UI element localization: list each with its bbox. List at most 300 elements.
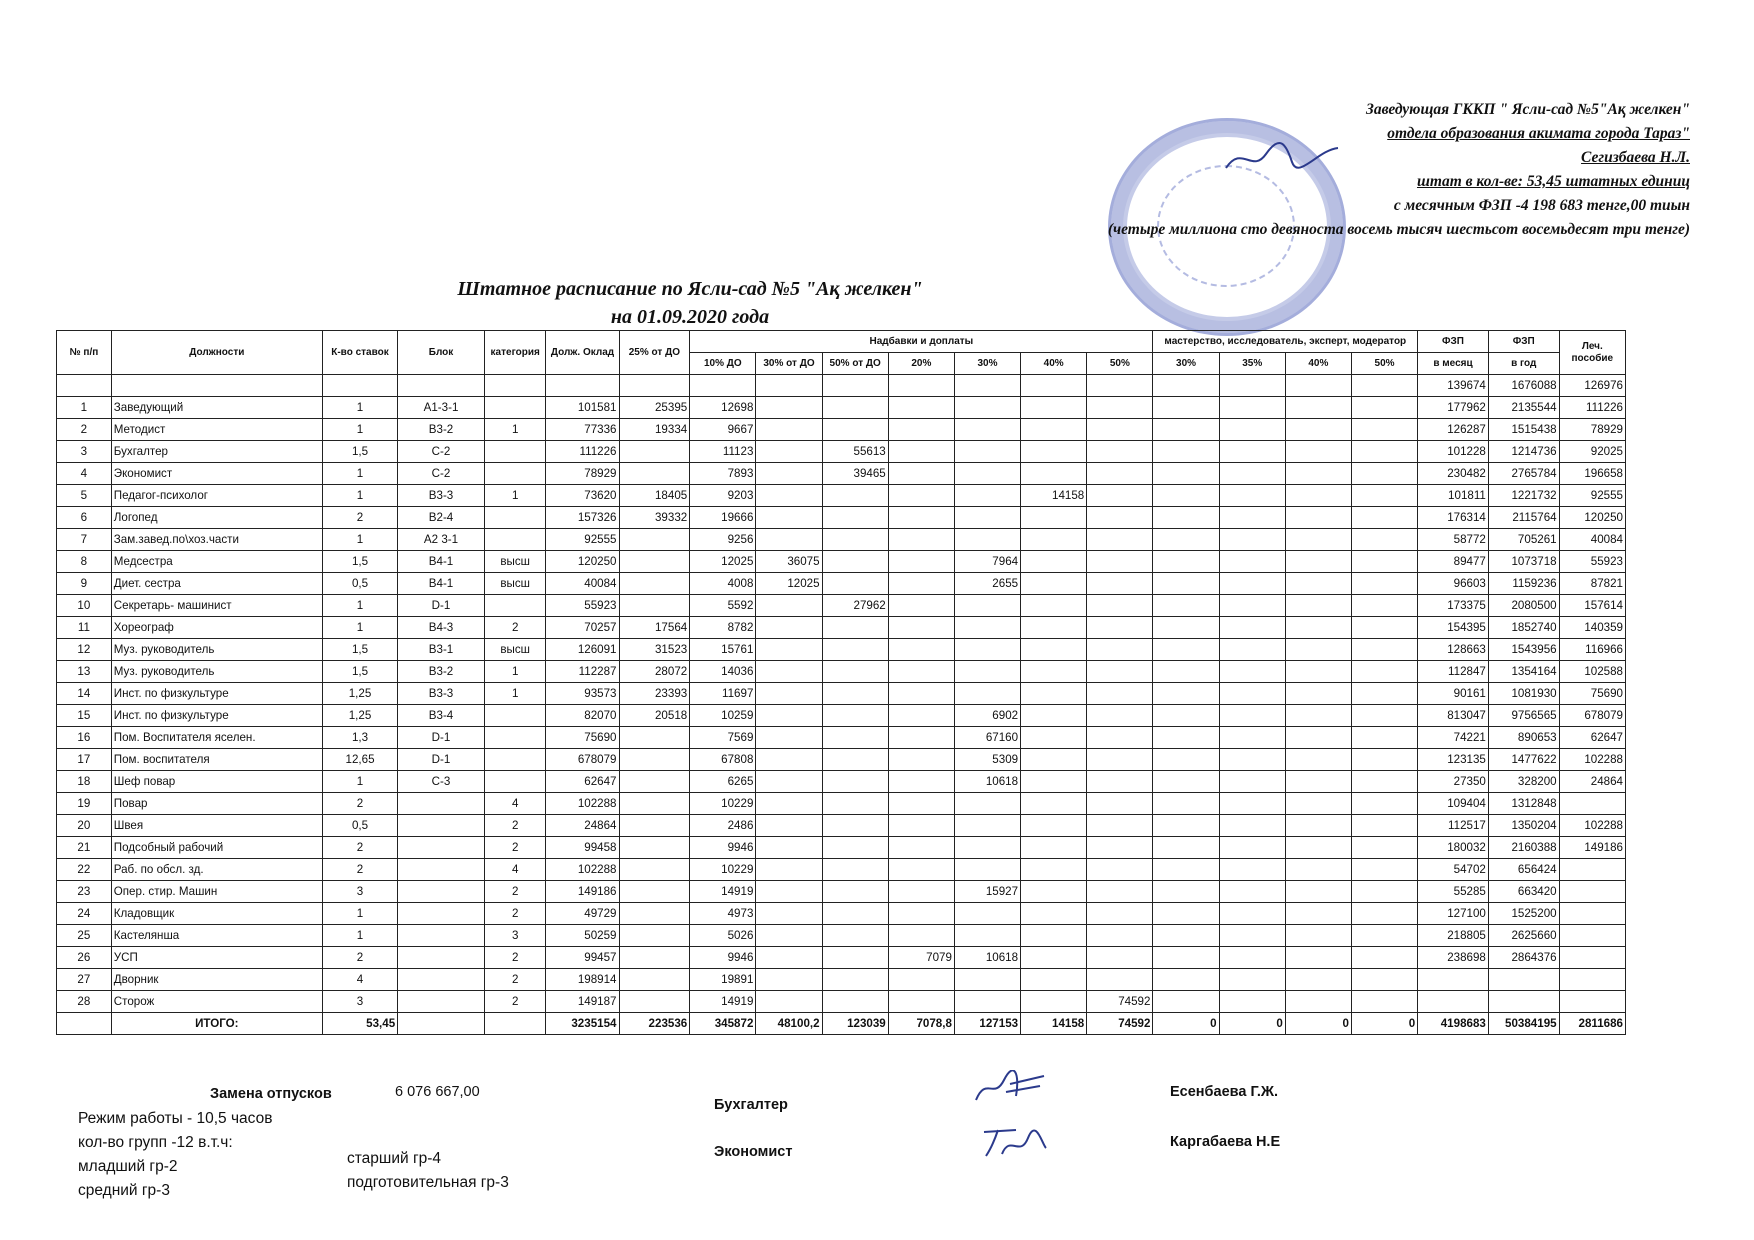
allow-40-cell: [1021, 639, 1087, 661]
mastery-30-cell: [1153, 639, 1219, 661]
allow-20-cell: 7079: [888, 947, 954, 969]
allow-10-cell: 4973: [690, 903, 756, 925]
rate-cell: 2: [322, 837, 397, 859]
allow-30-cell: [954, 925, 1020, 947]
col-header-m35: 35%: [1219, 353, 1285, 375]
mastery-50-cell: [1351, 573, 1417, 595]
row-num-cell: 19: [57, 793, 112, 815]
salary-cell: 77336: [546, 419, 619, 441]
allow-10-cell: 9946: [690, 837, 756, 859]
approval-line-1: Заведующая ГККП " Ясли-сад №5"Ақ желкен": [1365, 101, 1690, 118]
pct25-cell: [619, 991, 690, 1013]
mastery-40-cell: [1285, 991, 1351, 1013]
salary-cell: 120250: [546, 551, 619, 573]
allow-20-cell: [888, 771, 954, 793]
fzp-cell: 238698: [1418, 947, 1489, 969]
rate-cell: 0,5: [322, 573, 397, 595]
fzp-cell: 177962: [1418, 397, 1489, 419]
pct25-cell: [619, 969, 690, 991]
block-cell: В4-1: [398, 573, 485, 595]
mastery-40-cell: [1285, 727, 1351, 749]
col-header-a40: 40%: [1021, 353, 1087, 375]
economist-name: Каргабаева Н.Е: [1170, 1134, 1281, 1150]
mastery-35-cell: [1219, 749, 1285, 771]
row-num-cell: 4: [57, 463, 112, 485]
block-cell: [398, 903, 485, 925]
allow-10-cell: 14919: [690, 991, 756, 1013]
row-num-cell: 1: [57, 397, 112, 419]
col-header-a50do: 50% от ДО: [822, 353, 888, 375]
allow-10-cell: 9946: [690, 947, 756, 969]
allow-50do-cell: 55613: [822, 441, 888, 463]
fzp-cell: 102288: [1559, 749, 1625, 771]
col-header-a10: 10% ДО: [690, 353, 756, 375]
mastery-35-cell: [1219, 859, 1285, 881]
allow-50do-cell: [822, 617, 888, 639]
fzp-cell: [1488, 991, 1559, 1013]
document-date: на 01.09.2020 года: [610, 306, 770, 328]
rate-cell: 1: [322, 903, 397, 925]
mastery-50-cell: [1351, 793, 1417, 815]
position-name-cell: Инст. по физкультуре: [111, 705, 322, 727]
col-header-a30: 30%: [954, 353, 1020, 375]
allow-30do-cell: [756, 837, 822, 859]
rate-cell: 2: [322, 859, 397, 881]
rate-cell: 1: [322, 771, 397, 793]
allow-30do-cell: [756, 991, 822, 1013]
pct25-cell: 39332: [619, 507, 690, 529]
mastery-30-cell: [1153, 485, 1219, 507]
fzp-cell: 40084: [1559, 529, 1625, 551]
fzp-cell: [1559, 947, 1625, 969]
pct25-cell: [619, 903, 690, 925]
category-cell: 1: [484, 661, 546, 683]
allow-50do-cell: [822, 969, 888, 991]
mastery-35-cell: [1219, 463, 1285, 485]
allow-30-cell: [954, 837, 1020, 859]
block-cell: С-2: [398, 441, 485, 463]
fzp-cell: 328200: [1488, 771, 1559, 793]
mastery-40-cell: [1285, 771, 1351, 793]
total-a30do: 48100,2: [756, 1013, 822, 1035]
allow-30-cell: [954, 419, 1020, 441]
mastery-40-cell: [1285, 661, 1351, 683]
col-header-a20: 20%: [888, 353, 954, 375]
fzp-cell: [1418, 969, 1489, 991]
allow-30do-cell: [756, 595, 822, 617]
total-a50do: 123039: [822, 1013, 888, 1035]
table-row: [57, 683, 1626, 705]
row-num-cell: 5: [57, 485, 112, 507]
salary-cell: 678079: [546, 749, 619, 771]
allow-50do-cell: [822, 507, 888, 529]
fzp-cell: 1159236: [1488, 573, 1559, 595]
table-row: [57, 529, 1626, 551]
allow-40-cell: [1021, 441, 1087, 463]
fzp-cell: 9756565: [1488, 705, 1559, 727]
allow-40-cell: [1021, 617, 1087, 639]
category-cell: [484, 595, 546, 617]
mastery-35-cell: [1219, 507, 1285, 529]
allow-50do-cell: [822, 683, 888, 705]
mastery-40-cell: [1285, 551, 1351, 573]
salary-cell: 111226: [546, 441, 619, 463]
block-cell: В3-3: [398, 485, 485, 507]
fzp-cell: 1354164: [1488, 661, 1559, 683]
allow-20-cell: [888, 859, 954, 881]
mastery-30-cell: [1153, 859, 1219, 881]
salary-cell: 82070: [546, 705, 619, 727]
fzp-cell: 154395: [1418, 617, 1489, 639]
total-m35: 0: [1219, 1013, 1285, 1035]
fzp-cell: 663420: [1488, 881, 1559, 903]
mastery-30-cell: [1153, 683, 1219, 705]
rate-cell: 1: [322, 925, 397, 947]
allow-30do-cell: [756, 507, 822, 529]
mastery-35-cell: [1219, 639, 1285, 661]
mastery-50-cell: [1351, 969, 1417, 991]
allow-20-cell: [888, 815, 954, 837]
row-num-cell: 13: [57, 661, 112, 683]
salary-cell: 149187: [546, 991, 619, 1013]
allow-40-cell: [1021, 661, 1087, 683]
salary-cell: 40084: [546, 573, 619, 595]
salary-cell: 112287: [546, 661, 619, 683]
allow-20-cell: [888, 749, 954, 771]
table-row: [57, 771, 1626, 793]
table-row: [57, 793, 1626, 815]
col-header-a30do: 30% от ДО: [756, 353, 822, 375]
fzp-cell: 111226: [1559, 397, 1625, 419]
fzp-cell: 2864376: [1488, 947, 1559, 969]
allow-10-cell: 7569: [690, 727, 756, 749]
allow-30do-cell: [756, 793, 822, 815]
mastery-50-cell: [1351, 837, 1417, 859]
allow-50do-cell: [822, 837, 888, 859]
allow-20-cell: [888, 793, 954, 815]
allow-20-cell: [888, 925, 954, 947]
pct25-cell: [619, 551, 690, 573]
row-num-cell: 9: [57, 573, 112, 595]
col-header-category: категория: [484, 331, 546, 375]
mastery-30-cell: [1153, 771, 1219, 793]
allow-50do-cell: [822, 705, 888, 727]
table-row: [57, 617, 1626, 639]
row-num-cell: 16: [57, 727, 112, 749]
rate-cell: 1: [322, 617, 397, 639]
fzp-cell: 1081930: [1488, 683, 1559, 705]
position-name-cell: Хореограф: [111, 617, 322, 639]
pct25-cell: 19334: [619, 419, 690, 441]
work-mode: Режим работы - 10,5 часов: [78, 1110, 273, 1127]
allow-30do-cell: [756, 463, 822, 485]
allow-40-cell: [1021, 947, 1087, 969]
allow-50do-cell: [822, 903, 888, 925]
category-cell: 2: [484, 881, 546, 903]
rate-cell: 1: [322, 595, 397, 617]
col-header-fzp-month: в месяц: [1418, 353, 1489, 375]
allow-50-cell: [1087, 727, 1153, 749]
salary-cell: 149186: [546, 881, 619, 903]
allow-30do-cell: [756, 529, 822, 551]
allow-20-cell: [888, 991, 954, 1013]
allow-10-cell: 9256: [690, 529, 756, 551]
fzp-cell: 90161: [1418, 683, 1489, 705]
rate-cell: 1,25: [322, 683, 397, 705]
allow-40-cell: 14158: [1021, 485, 1087, 507]
allow-30do-cell: [756, 727, 822, 749]
rate-cell: 1,5: [322, 551, 397, 573]
salary-cell: 101581: [546, 397, 619, 419]
allow-40-cell: [1021, 727, 1087, 749]
allow-50-cell: [1087, 881, 1153, 903]
category-cell: [484, 727, 546, 749]
allow-10-cell: 8782: [690, 617, 756, 639]
allow-50do-cell: [822, 397, 888, 419]
fzp-cell: 2625660: [1488, 925, 1559, 947]
mastery-35-cell: [1219, 969, 1285, 991]
mastery-30-cell: [1153, 815, 1219, 837]
mastery-30-cell: [1153, 837, 1219, 859]
replacement-label: Замена отпусков: [210, 1086, 332, 1102]
rate-cell: 4: [322, 969, 397, 991]
block-cell: В4-3: [398, 617, 485, 639]
allow-10-cell: 12698: [690, 397, 756, 419]
total-salary: 3235154: [546, 1013, 619, 1035]
category-cell: высш: [484, 639, 546, 661]
mastery-35-cell: [1219, 683, 1285, 705]
mastery-30-cell: [1153, 573, 1219, 595]
block-cell: [398, 881, 485, 903]
table-row: [57, 375, 1626, 397]
block-cell: D-1: [398, 727, 485, 749]
table-row: [57, 397, 1626, 419]
allow-50-cell: [1087, 969, 1153, 991]
fzp-cell: 116966: [1559, 639, 1625, 661]
mastery-50-cell: [1351, 683, 1417, 705]
rate-cell: 1,5: [322, 639, 397, 661]
salary-cell: 102288: [546, 859, 619, 881]
mastery-40-cell: [1285, 529, 1351, 551]
staff-schedule-table: [56, 330, 1626, 1035]
rate-cell: 1,3: [322, 727, 397, 749]
mastery-50-cell: [1351, 925, 1417, 947]
allow-50do-cell: [822, 661, 888, 683]
position-name-cell: Секретарь- машинист: [111, 595, 322, 617]
total-row: [57, 1013, 1626, 1035]
mastery-40-cell: [1285, 639, 1351, 661]
category-cell: 1: [484, 683, 546, 705]
allow-30do-cell: 36075: [756, 551, 822, 573]
mastery-40-cell: [1285, 947, 1351, 969]
pct25-cell: [619, 815, 690, 837]
pct25-cell: [619, 595, 690, 617]
allow-40-cell: [1021, 837, 1087, 859]
mastery-40-cell: [1285, 903, 1351, 925]
fzp-cell: 54702: [1418, 859, 1489, 881]
row-num-cell: 12: [57, 639, 112, 661]
total-a40: 14158: [1021, 1013, 1087, 1035]
rate-cell: 1,5: [322, 661, 397, 683]
total-p25: 223536: [619, 1013, 690, 1035]
prep-group: подготовительная гр-3: [347, 1174, 509, 1191]
block-cell: В3-2: [398, 661, 485, 683]
category-cell: [484, 441, 546, 463]
fzp-cell: 24864: [1559, 771, 1625, 793]
allow-50-cell: [1087, 903, 1153, 925]
allow-40-cell: [1021, 991, 1087, 1013]
col-header-salary: Долж. Оклад: [546, 331, 619, 375]
category-cell: 3: [484, 925, 546, 947]
allow-30-cell: [954, 991, 1020, 1013]
allow-10-cell: 10229: [690, 793, 756, 815]
pct25-cell: 25395: [619, 397, 690, 419]
block-cell: [398, 947, 485, 969]
mastery-30-cell: [1153, 991, 1219, 1013]
total-m50: 0: [1351, 1013, 1417, 1035]
fzp-cell: 157614: [1559, 595, 1625, 617]
pct25-cell: 28072: [619, 661, 690, 683]
total-a10: 345872: [690, 1013, 756, 1035]
mastery-30-cell: [1153, 705, 1219, 727]
mastery-40-cell: [1285, 683, 1351, 705]
mastery-35-cell: [1219, 727, 1285, 749]
mastery-35-cell: [1219, 705, 1285, 727]
mastery-50-cell: [1351, 749, 1417, 771]
pct25-cell: [619, 881, 690, 903]
table-row: [57, 969, 1626, 991]
allow-10-cell: 10259: [690, 705, 756, 727]
allow-50-cell: [1087, 947, 1153, 969]
allow-20-cell: [888, 639, 954, 661]
allow-50-cell: [1087, 595, 1153, 617]
salary-cell: 126091: [546, 639, 619, 661]
allow-30-cell: [954, 463, 1020, 485]
position-name-cell: Пом. воспитателя: [111, 749, 322, 771]
block-cell: В2-4: [398, 507, 485, 529]
position-name-cell: Педагог-психолог: [111, 485, 322, 507]
row-num-cell: 22: [57, 859, 112, 881]
allow-20-cell: [888, 661, 954, 683]
salary-cell: 99458: [546, 837, 619, 859]
allow-20-cell: [888, 507, 954, 529]
allow-40-cell: [1021, 397, 1087, 419]
position-name-cell: Сторож: [111, 991, 322, 1013]
category-cell: [484, 397, 546, 419]
table-row: [57, 463, 1626, 485]
allow-30-cell: [954, 793, 1020, 815]
mastery-30-cell: [1153, 551, 1219, 573]
allow-40-cell: [1021, 859, 1087, 881]
fzp-cell: 75690: [1559, 683, 1625, 705]
fzp-cell: 1515438: [1488, 419, 1559, 441]
block-cell: В3-1: [398, 639, 485, 661]
mastery-50-cell: [1351, 617, 1417, 639]
col-header-25pct: 25% от ДО: [619, 331, 690, 375]
mastery-50-cell: [1351, 397, 1417, 419]
category-cell: 4: [484, 859, 546, 881]
approval-line-6: (четыре миллиона сто девяноста восемь тысяч шестьсот восемьдесят три тенге): [1107, 221, 1690, 238]
allow-30-cell: 67160: [954, 727, 1020, 749]
allow-50do-cell: [822, 551, 888, 573]
col-header-benefit: Леч. пособие: [1559, 331, 1625, 375]
block-cell: D-1: [398, 595, 485, 617]
fzp-cell: 127100: [1418, 903, 1489, 925]
fzp-cell: 78929: [1559, 419, 1625, 441]
mastery-50-cell: [1351, 441, 1417, 463]
category-cell: [484, 749, 546, 771]
rate-cell: 12,65: [322, 749, 397, 771]
category-cell: 1: [484, 419, 546, 441]
rate-cell: 2: [322, 507, 397, 529]
allow-50-cell: [1087, 617, 1153, 639]
fzp-cell: [1559, 859, 1625, 881]
mastery-30-cell: [1153, 595, 1219, 617]
allow-50do-cell: [822, 727, 888, 749]
senior-group: старший гр-4: [347, 1150, 442, 1167]
position-name-cell: Швея: [111, 815, 322, 837]
mastery-40-cell: [1285, 881, 1351, 903]
allow-30-cell: [954, 815, 1020, 837]
mastery-30-cell: [1153, 507, 1219, 529]
block-cell: В4-1: [398, 551, 485, 573]
allow-40-cell: [1021, 749, 1087, 771]
mastery-40-cell: [1285, 859, 1351, 881]
allow-30-cell: 2655: [954, 573, 1020, 595]
allow-10-cell: 9667: [690, 419, 756, 441]
allow-50do-cell: [822, 859, 888, 881]
allow-40-cell: [1021, 815, 1087, 837]
mastery-40-cell: [1285, 573, 1351, 595]
category-cell: высш: [484, 551, 546, 573]
block-cell: [398, 969, 485, 991]
allow-50do-cell: [822, 925, 888, 947]
allow-10-cell: 2486: [690, 815, 756, 837]
category-cell: [484, 771, 546, 793]
mastery-50-cell: [1351, 771, 1417, 793]
mastery-35-cell: [1219, 947, 1285, 969]
fzp-cell: 705261: [1488, 529, 1559, 551]
allow-10-cell: 12025: [690, 551, 756, 573]
table-row: [57, 991, 1626, 1013]
category-cell: 2: [484, 815, 546, 837]
allow-20-cell: [888, 595, 954, 617]
allow-30do-cell: [756, 815, 822, 837]
allow-20-cell: [888, 551, 954, 573]
mastery-40-cell: [1285, 617, 1351, 639]
fzp-cell: 678079: [1559, 705, 1625, 727]
mastery-50-cell: [1351, 661, 1417, 683]
fzp-cell: 180032: [1418, 837, 1489, 859]
allow-50do-cell: [822, 991, 888, 1013]
economist-label: Экономист: [714, 1144, 793, 1160]
allow-40-cell: [1021, 969, 1087, 991]
allow-40-cell: [1021, 771, 1087, 793]
mastery-50-cell: [1351, 705, 1417, 727]
salary-cell: 92555: [546, 529, 619, 551]
fzp-cell: [1559, 903, 1625, 925]
mastery-30-cell: [1153, 441, 1219, 463]
total-m30: 0: [1153, 1013, 1219, 1035]
fzp-cell: 58772: [1418, 529, 1489, 551]
accountant-name: Есенбаева Г.Ж.: [1170, 1084, 1279, 1100]
allow-30-cell: [954, 639, 1020, 661]
row-num-cell: 25: [57, 925, 112, 947]
position-name-cell: Пом. Воспитателя яселен.: [111, 727, 322, 749]
allow-10-cell: 19891: [690, 969, 756, 991]
fzp-cell: 140359: [1559, 617, 1625, 639]
allow-30do-cell: [756, 903, 822, 925]
